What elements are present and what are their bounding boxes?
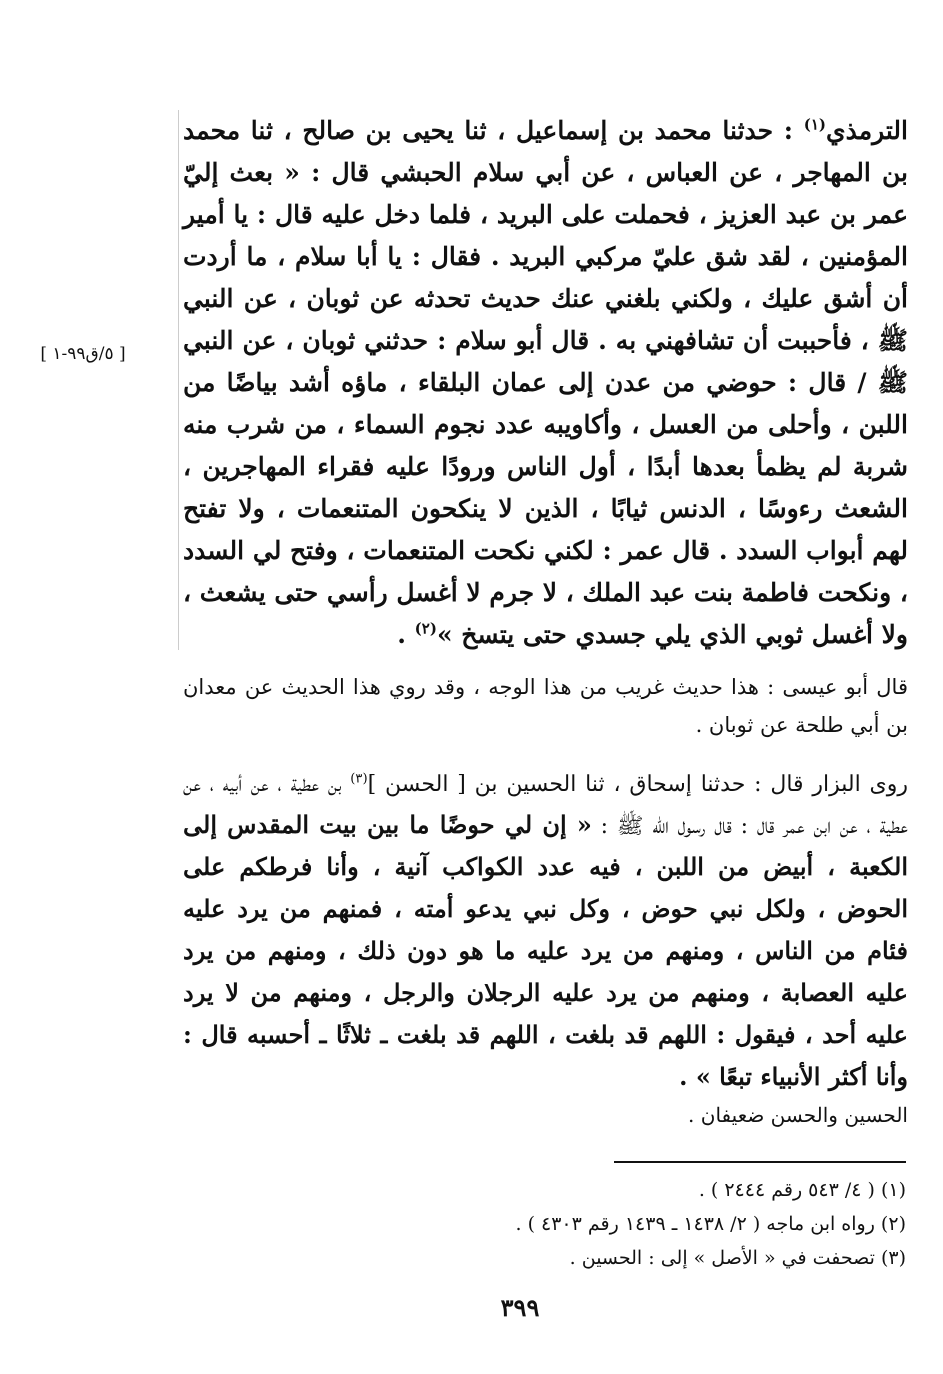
para3-hadith-text: « إن لي حوضًا ما بين بيت المقدس إلى الكعبة ، أبيض من اللبن ، فيه عدد الكواكب آنية ، وأنا فرطكم على الحوض ، ولكل نبي حوض ، وكل نبي يدعو أمته ، فمنهم من يرد عليه فئام من الناس ، ومنهم من يرد عليه ما هو دون ذلك ، ومنهم من يرد عليه العصابة ، ومنهم من يرد عليه الرجلان والرجل ، ومنهم من لا يرد عليه أحد ، فيقول : اللهم قد بلغت ، اللهم قد بلغت ـ ثلاثًا ـ أحسبه قال : وأنا أكثر الأنبياء تبعًا » . [183, 810, 908, 1091]
para1-text-a: الترمذي [826, 116, 908, 145]
footnote-3: (٣) تصحفت في « الأصل » إلى : الحسين . [569, 1247, 906, 1269]
footnotes [300, 1173, 906, 1275]
footnote-ref-3: (٣) [350, 771, 368, 787]
footnote-ref-1: (١) [803, 115, 827, 134]
paragraph-abu-isa-comment: قال أبو عيسى : هذا حديث غريب من هذا الوجه ، وقد روي هذا الحديث عن معدان بن أبي طلحة عن ثوبان . [183, 675, 908, 737]
paragraph-bazzar-hadith [183, 765, 908, 1099]
footnote-1: (١) ( ٤/ ٥٤٣ رقم ٢٤٤٤ ) . [698, 1179, 906, 1201]
footnote-separator [614, 1161, 906, 1163]
para1-text-b: : حدثنا محمد بن إسماعيل ، ثنا يحيى بن صالح ، ثنا محمد بن المهاجر ، عن العباس ، عن أبي سلام الحبشي قال : « بعث إليّ عمر بن عبد العزيز ، فحملت على البريد ، فلما دخل عليه قال : يا أمير المؤمنين ، لقد شق عليّ مركبي البريد . فقال : يا أبا سلام ، ما أردت أن أشق عليك ، ولكني بلغني عنك حديث تحدثه عن ثوبان ، عن النبي ﷺ ، فأحببت أن تشافهني به . قال أبو سلام : حدثني ثوبان ، عن النبي ﷺ / قال : حوضي من عدن إلى عمان البلقاء ، ماؤه أشد بياضًا من اللبن ، وأحلى من العسل ، وأكاويبه عدد نجوم السماء ، من شرب منه شربة لم يظمأ بعدها أبدًا ، أول الناس ورودًا عليه فقراء المهاجرين ، الشعث رءوسًا ، الدنس ثيابًا ، الذين لا ينكحون المتنعمات ، ولا تفتح لهم أبواب السدد . قال عمر : لكني نكحت المتنعمات ، وفتح لي السدد ، ونكحت فاطمة بنت عبد الملك ، لا جرم لا أغسل رأسي حتى يشعث ، ولا أغسل ثوبي الذي يلي جسدي حتى يتسخ » [183, 116, 908, 649]
footnote-2: (٢) رواه ابن ماجه ( ٢/ ١٤٣٨ ـ ١٤٣٩ رقم ٤٣٠٣ ) . [515, 1213, 906, 1235]
footnote-ref-2: (٢) [414, 619, 437, 638]
para1-text-c: . [397, 620, 415, 649]
paragraph-tirmidhi-hadith [183, 110, 908, 656]
margin-rule [178, 110, 179, 650]
manuscript-folio-note: [ ٥/ق٩٩-١ ] [40, 344, 126, 364]
page-number: ٣٩٩ [500, 1293, 540, 1322]
para3-text-a: روى البزار قال : حدثنا إسحاق ، ثنا الحسين بن [ الحسن ] [367, 772, 908, 797]
paragraph-weakness-note: الحسين والحسن ضعيفان . [688, 1103, 908, 1127]
para3-text-b: بن عطية ، عن أبيه ، عن عطية ، عن ابن عمر قال : قال رسول الله ﷺ : [183, 772, 908, 839]
